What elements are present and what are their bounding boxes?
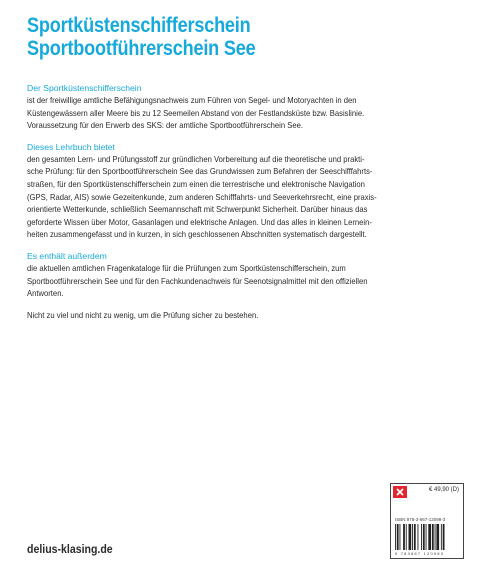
title-line-1: Sportküstenschifferschein bbox=[27, 14, 251, 37]
text-line: die aktuellen amtlichen Fragenkataloge für die Prüfungen zum Sportküstenschifferschein, zum bbox=[27, 262, 346, 273]
publisher-url: delius-klasing.de bbox=[27, 542, 113, 556]
text-line: Voraussetzung für den Erwerb des SKS: der amtliche Sportbootführerschein See. bbox=[27, 120, 303, 131]
section-heading: Es enthält außerdem bbox=[27, 250, 107, 261]
closing-paragraph bbox=[27, 309, 457, 322]
section-paragraph bbox=[27, 153, 457, 241]
text-line: geforderte Wissen über Motor, Gasanlagen und elektrische Anlagen. Und das alles in kleinen Lernein- bbox=[27, 216, 372, 227]
text-line: Antworten. bbox=[27, 288, 64, 299]
publisher-logo-icon bbox=[393, 486, 407, 498]
section-paragraph bbox=[27, 262, 457, 300]
title-line-2: Sportbootführerschein See bbox=[27, 37, 256, 60]
section-heading: Dieses Lehrbuch bietet bbox=[27, 141, 115, 152]
ean-digits: 9 783667 120983 bbox=[395, 551, 445, 556]
text-line: den gesamten Lern- und Prüfungsstoff zur gründlichen Vorbereitung auf die theoretische und prakti- bbox=[27, 153, 365, 164]
text-line: sche Prüfung: für den Sportbootführerschein See das Grundwissen zum Befahren der Seeschifffahrts- bbox=[27, 166, 373, 177]
blurb-text bbox=[27, 82, 457, 329]
text-line: (GPS, Radar, AIS) sowie Gezeitenkunde, zum anderen Schifffahrts- und Seeverkehrsrecht, eine praxis- bbox=[27, 191, 377, 202]
text-line: orientierte Wetterkunde, schließlich Seemannschaft mit Schwerpunkt Sicherheit. Darüber hinaus das bbox=[27, 204, 368, 215]
cover-title bbox=[27, 14, 256, 60]
section-heading: Der Sportküstenschifferschein bbox=[27, 83, 142, 93]
price-label: € 49,90 (D) bbox=[428, 487, 459, 493]
text-line: ist der freiwillige amtliche Befähigungsnachweis zum Führen von Segel- und Motoryachten in den bbox=[27, 95, 357, 105]
text-line: Nicht zu viel und nicht zu wenig, um die Prüfung sicher zu bestehen. bbox=[27, 309, 259, 320]
text-line: Küstengewässern aller Meere bis zu 12 Seemeilen Abstand von der Festlandsküste bzw. Basislinie. bbox=[27, 107, 365, 118]
text-line: heiten zusammengefasst und in kurzen, in sich geschlossenen Abschnitten systematisch dargestellt. bbox=[27, 229, 367, 240]
text-line: Sportbootführerschein See und für den Fachkundenachweis für Seenotsignalmittel mit den offiziellen bbox=[27, 275, 368, 286]
text-line: straßen, für den Sportküstenschifferschein zum einen die terrestrische und elektronische Navigation bbox=[27, 178, 365, 189]
isbn-label: ISBN 978-3-667-12098-3 bbox=[395, 517, 446, 522]
barcode-icon bbox=[395, 524, 459, 550]
barcode-label bbox=[390, 483, 464, 559]
section-paragraph bbox=[27, 94, 457, 132]
